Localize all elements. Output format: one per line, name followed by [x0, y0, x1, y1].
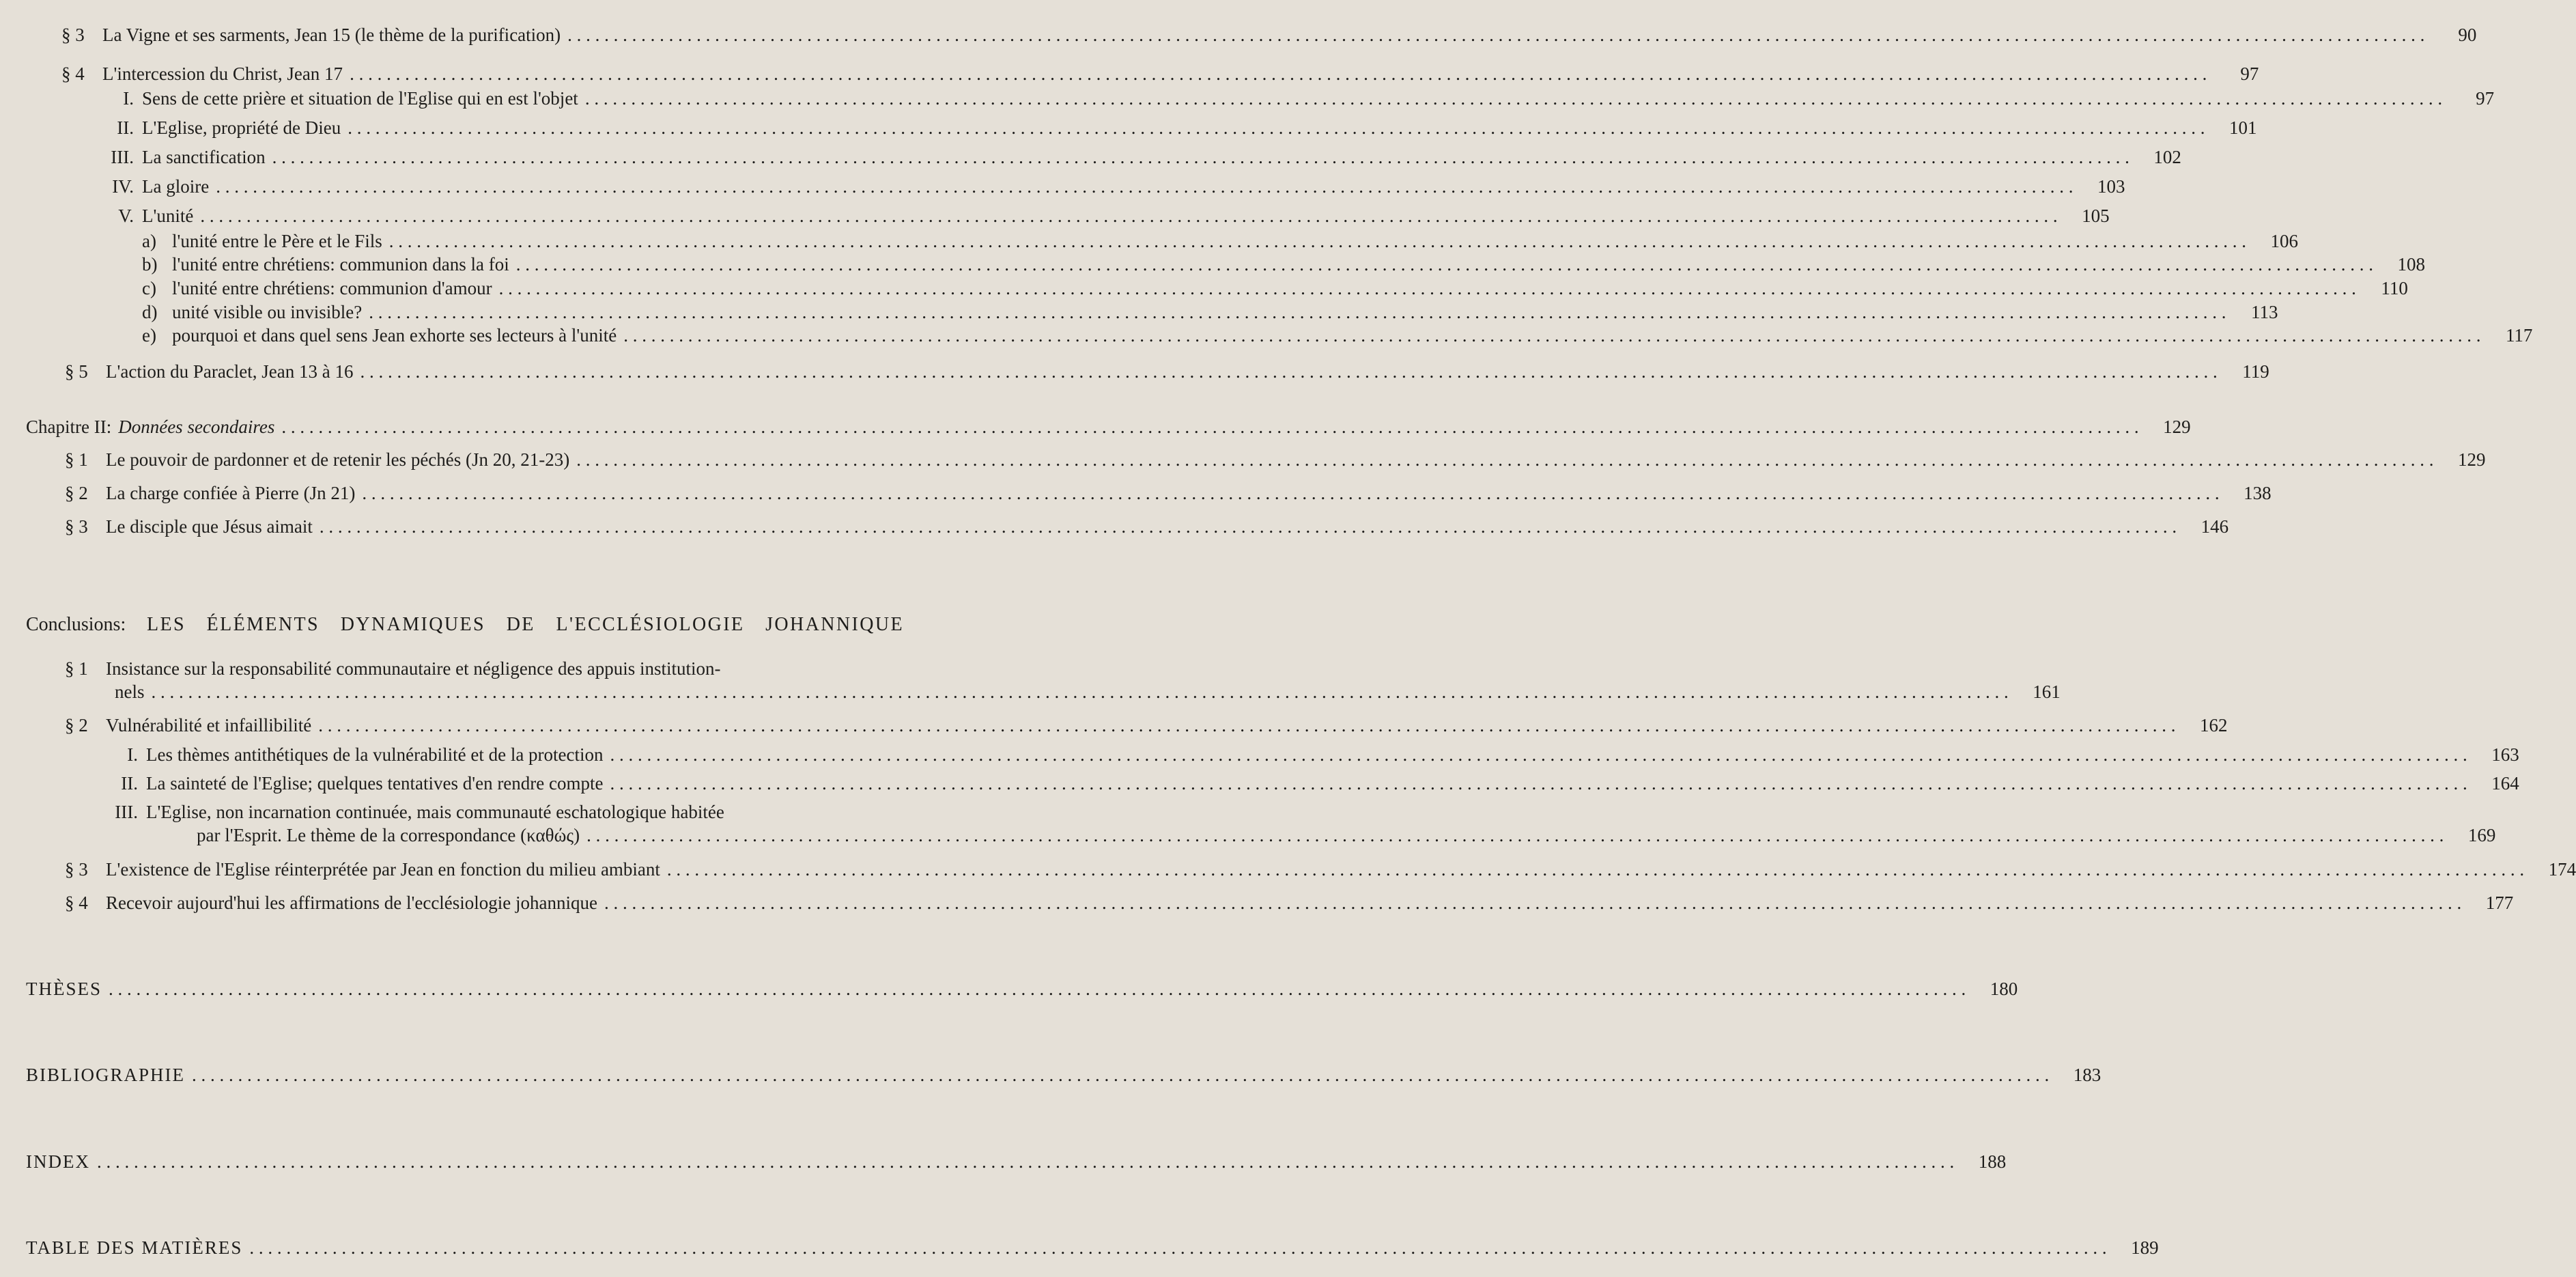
conclusions-label: Conclusions: [26, 614, 126, 635]
letter-label: b) [142, 254, 158, 275]
page-number: 129 [2458, 449, 2486, 470]
leader-dots [281, 415, 2138, 438]
page-number: 103 [2097, 176, 2125, 197]
toc-entry [0, 116, 2257, 139]
entry-title-block [146, 800, 2453, 847]
page-number: 97 [2476, 88, 2495, 109]
entry-title: Insistance sur la responsabilité communautaire et négligence des appuis institution- [106, 658, 721, 679]
toc-entry [0, 324, 2533, 347]
leader-dots [350, 62, 2207, 85]
entry-title: L'unité [142, 206, 194, 226]
toc-entry [0, 277, 2408, 300]
leader-dots [499, 277, 2356, 300]
leader-dots [604, 891, 2461, 914]
toc-entry [0, 743, 2519, 766]
toc-entry [0, 1236, 2159, 1259]
entry-title: La Vigne et ses sarments, Jean 15 (le thème de la purification) [102, 25, 561, 45]
leader-dots [389, 229, 2246, 253]
roman-numeral: I. [127, 744, 138, 765]
toc-entry [0, 360, 2269, 383]
entry-title: L'Eglise, propriété de Dieu [142, 117, 341, 138]
toc-entry [0, 515, 2229, 538]
roman-numeral: II. [117, 117, 134, 138]
page-number: 162 [2200, 715, 2228, 735]
entry-title: unité visible ou invisible? [172, 302, 363, 322]
entry-title: La gloire [142, 176, 210, 197]
leader-dots [623, 324, 2480, 347]
section-number: § 5 [65, 361, 88, 382]
page-number: 117 [2505, 325, 2533, 346]
section-number: § 3 [65, 859, 88, 880]
page-number: 189 [2131, 1237, 2159, 1258]
page-number: 106 [2270, 231, 2299, 251]
entry-title: TABLE DES MATIÈRES [26, 1237, 243, 1258]
section-number: § 2 [65, 715, 88, 735]
roman-numeral: III. [115, 802, 138, 822]
letter-label: a) [142, 231, 156, 251]
letter-label: d) [142, 302, 158, 322]
toc-entry [0, 1150, 2007, 1173]
entry-title: L'intercession du Christ, Jean 17 [102, 64, 343, 84]
page-number: 90 [2458, 25, 2477, 45]
leader-dots [610, 743, 2467, 766]
page-number: 105 [2082, 206, 2110, 226]
entry-title: L'existence de l'Eglise réinterprétée par Jean en fonction du milieu ambiant [106, 859, 660, 880]
entry-title: Données secondaires [118, 417, 275, 437]
leader-dots [152, 680, 2009, 703]
toc-entry [0, 229, 2299, 253]
entry-title: l'unité entre chrétiens: communion dans la foi [172, 254, 509, 275]
toc-entry [0, 800, 2496, 847]
page-number: 119 [2242, 361, 2269, 382]
entry-title: La sanctification [142, 147, 266, 167]
page-number: 164 [2491, 773, 2519, 794]
conclusions-word: DE [506, 614, 535, 635]
toc-entry [0, 145, 2181, 169]
entry-title-continued: nels [115, 682, 145, 702]
chapter-label: Chapitre II: [26, 417, 112, 437]
leader-dots [667, 858, 2524, 881]
page-number: 146 [2200, 516, 2229, 537]
entry-title: INDEX [26, 1151, 90, 1172]
conclusions-word: LES [146, 614, 186, 635]
roman-numeral: I. [123, 88, 134, 109]
roman-numeral: IV. [112, 176, 134, 197]
page-number: 174 [2548, 859, 2576, 880]
leader-dots [610, 772, 2467, 795]
toc-entry [0, 300, 2278, 324]
page-number: 101 [2229, 117, 2257, 138]
roman-numeral: V. [118, 206, 134, 226]
letter-label: c) [142, 278, 156, 298]
section-number: § 4 [65, 893, 88, 913]
page-number: 129 [2163, 417, 2191, 437]
toc-entry [0, 204, 2110, 227]
toc-entry [0, 1063, 2101, 1086]
page-number: 188 [1978, 1151, 2007, 1172]
conclusions-word: DYNAMIQUES [340, 614, 485, 635]
conclusions-word: ÉLÉMENTS [206, 614, 320, 635]
entry-title: l'unité entre chrétiens: communion d'amour [172, 278, 492, 298]
page-number: 161 [2033, 682, 2061, 702]
section-number: § 2 [65, 483, 88, 503]
conclusions-heading [26, 613, 904, 636]
entry-title-line [106, 680, 2018, 703]
leader-dots [318, 714, 2175, 737]
entry-title-line [146, 824, 2453, 847]
page-number: 138 [2244, 483, 2271, 503]
roman-numeral: II. [121, 773, 138, 794]
page-number: 97 [2240, 64, 2259, 84]
leader-dots [585, 87, 2442, 110]
roman-numeral: III. [111, 147, 134, 167]
entry-title: THÈSES [26, 979, 102, 999]
entry-title: Le disciple que Jésus aimait [106, 516, 313, 537]
leader-dots [320, 515, 2177, 538]
leader-dots [97, 1150, 1954, 1173]
leader-dots [272, 145, 2129, 169]
toc-entry [0, 175, 2125, 198]
conclusions-word: L'ECCLÉSIOLOGIE [556, 614, 745, 635]
leader-dots [360, 360, 2217, 383]
toc-entry [0, 253, 2425, 276]
toc-entry [0, 481, 2271, 505]
entry-title: l'unité entre le Père et le Fils [172, 231, 382, 251]
page-number: 169 [2467, 825, 2496, 845]
leader-dots [369, 300, 2226, 324]
section-number: § 1 [65, 658, 88, 679]
toc-entry [0, 858, 2576, 881]
leader-dots [348, 116, 2205, 139]
toc-entry [0, 657, 2061, 703]
leader-dots [192, 1063, 2049, 1086]
entry-title-block [106, 657, 2018, 703]
entry-title: L'action du Paraclet, Jean 13 à 16 [106, 361, 354, 382]
entry-title: L'Eglise, non incarnation continuée, mais communauté eschatologique habitée [146, 802, 724, 822]
leader-dots [567, 23, 2424, 46]
toc-entry [0, 23, 2477, 46]
page-number: 180 [1990, 979, 2018, 999]
conclusions-word: JOHANNIQUE [765, 614, 904, 635]
toc-entry [0, 977, 2018, 1000]
leader-dots [249, 1236, 2106, 1259]
entry-title: Vulnérabilité et infaillibilité [106, 715, 312, 735]
leader-dots [216, 175, 2073, 198]
section-number: § 1 [65, 449, 88, 470]
entry-title: BIBLIOGRAPHIE [26, 1065, 185, 1085]
page-number: 113 [2250, 302, 2278, 322]
toc-entry [0, 891, 2514, 914]
entry-title: pourquoi et dans quel sens Jean exhorte ses lecteurs à l'unité [172, 325, 617, 346]
toc-entry [0, 62, 2259, 85]
page-number: 110 [2381, 278, 2408, 298]
page-number: 102 [2153, 147, 2181, 167]
letter-label: e) [142, 325, 156, 346]
page-number: 183 [2073, 1065, 2101, 1085]
leader-dots [576, 448, 2433, 471]
entry-title: Sens de cette prière et situation de l'Eglise qui en est l'objet [142, 88, 578, 109]
entry-title: La charge confiée à Pierre (Jn 21) [106, 483, 356, 503]
leader-dots [109, 977, 1966, 1000]
page-number: 177 [2485, 893, 2514, 913]
leader-dots [586, 824, 2444, 847]
page-number: 163 [2491, 744, 2519, 765]
toc-entry [0, 772, 2519, 795]
leader-dots [516, 253, 2373, 276]
leader-dots [362, 481, 2219, 505]
section-number: § 4 [61, 64, 85, 84]
toc-entry [0, 415, 2191, 438]
entry-title-continued: par l'Esprit. Le thème de la correspondance (καθώς) [197, 825, 580, 845]
entry-title: Le pouvoir de pardonner et de retenir les péchés (Jn 20, 21-23) [106, 449, 570, 470]
page-number: 108 [2397, 254, 2425, 275]
section-number: § 3 [61, 25, 85, 45]
entry-title: La sainteté de l'Eglise; quelques tentatives d'en rendre compte [146, 773, 604, 794]
entry-title: Les thèmes antithétiques de la vulnérabilité et de la protection [146, 744, 604, 765]
entry-title: Recevoir aujourd'hui les affirmations de l'ecclésiologie johannique [106, 893, 598, 913]
leader-dots [200, 204, 2057, 227]
section-number: § 3 [65, 516, 88, 537]
toc-entry [0, 714, 2228, 737]
toc-entry [0, 87, 2495, 110]
toc-entry [0, 448, 2486, 471]
